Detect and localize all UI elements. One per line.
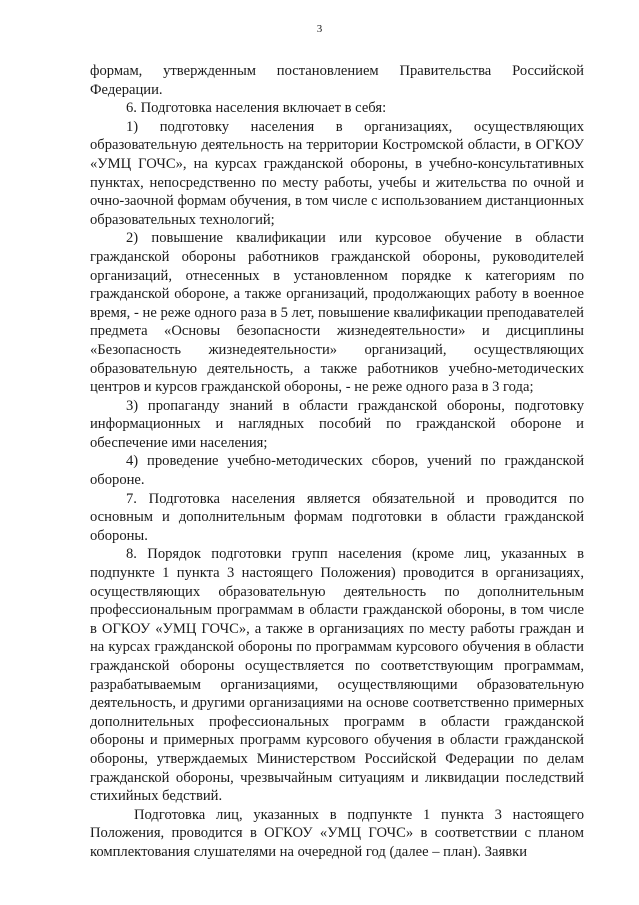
- paragraph-subitem-4: 4) проведение учебно-методических сборов, учений по гражданской обороне.: [90, 453, 584, 489]
- paragraph-subitem-1: 1) подготовку населения в организациях, осуществляющих образовательную деятельность на территории Костромской области, в ОГКОУ «УМЦ ГОЧС», на курсах гражданской обороны, в учебно-консультативных пунктах, непосредственно по месту работы, учебы и жительства по очной и очно-заочной формам обучения, в том числе с использованием дистанционных образовательных технологий;: [90, 118, 584, 228]
- paragraph-training-persons: Подготовка лиц, указанных в подпункте 1 пункта 3 настоящего Положения, проводится в ОГКОУ «УМЦ ГОЧС» в соответствии с планом комплектования слушателями на очередной год (далее – план). Заявки: [90, 806, 584, 860]
- paragraph-subitem-3: 3) пропаганду знаний в области гражданской обороны, подготовку информационных и наглядных пособий по гражданской обороне и обеспечение ими населения;: [90, 397, 584, 451]
- paragraph-item-6: 6. Подготовка населения включает в себя:: [126, 100, 387, 117]
- paragraph-continuation: формам, утвержденным постановлением Правительства Российской Федерации.: [90, 63, 584, 98]
- document-body: [90, 62, 584, 862]
- paragraph-item-7: 7. Подготовка населения является обязательной и проводится по основным и дополнительным формам подготовки в области гражданской обороны.: [90, 490, 584, 544]
- page-number: 3: [316, 23, 323, 35]
- paragraph-subitem-2: 2) повышение квалификации или курсовое обучение в области гражданской обороны работников гражданской обороны, руководителей организаций, отнесенных в установленном порядке к категориям по гражданской обороне, а также организаций, продолжающих работу в военное время, - не реже одного раза в 5 лет, повышение квалификации преподавателей предмета «Основы безопасности жизнедеятельности» и дисциплины «Безопасность жизнедеятельности» организаций, осуществляющих образовательную деятельность, а также работников учебно-методических центров и курсов гражданской обороны, - не реже одного раза в 3 года;: [90, 230, 584, 396]
- paragraph-item-8: 8. Порядок подготовки групп населения (кроме лиц, указанных в подпункте 1 пункта 3 настоящего Положения) проводится в организациях, осуществляющих образовательную деятельность по дополнительным профессиональным программам в области гражданской обороны, в том числе в ОГКОУ «УМЦ ГОЧС», а также в организациях по месту работы граждан и на курсах гражданской обороны по программам курсового обучения в области гражданской обороны осуществляется по соответствующим программам, разрабатываемым организациями, осуществляющими образовательную деятельность, и другими организациями на основе соответственно примерных дополнительных профессиональных программ в области гражданской обороны и примерных программ курсового обучения в области гражданской обороны, утверждаемых Министерством Российской Федерации по делам гражданской обороны, чрезвычайным ситуациям и ликвидации последствий стихийных бедствий.: [90, 546, 584, 805]
